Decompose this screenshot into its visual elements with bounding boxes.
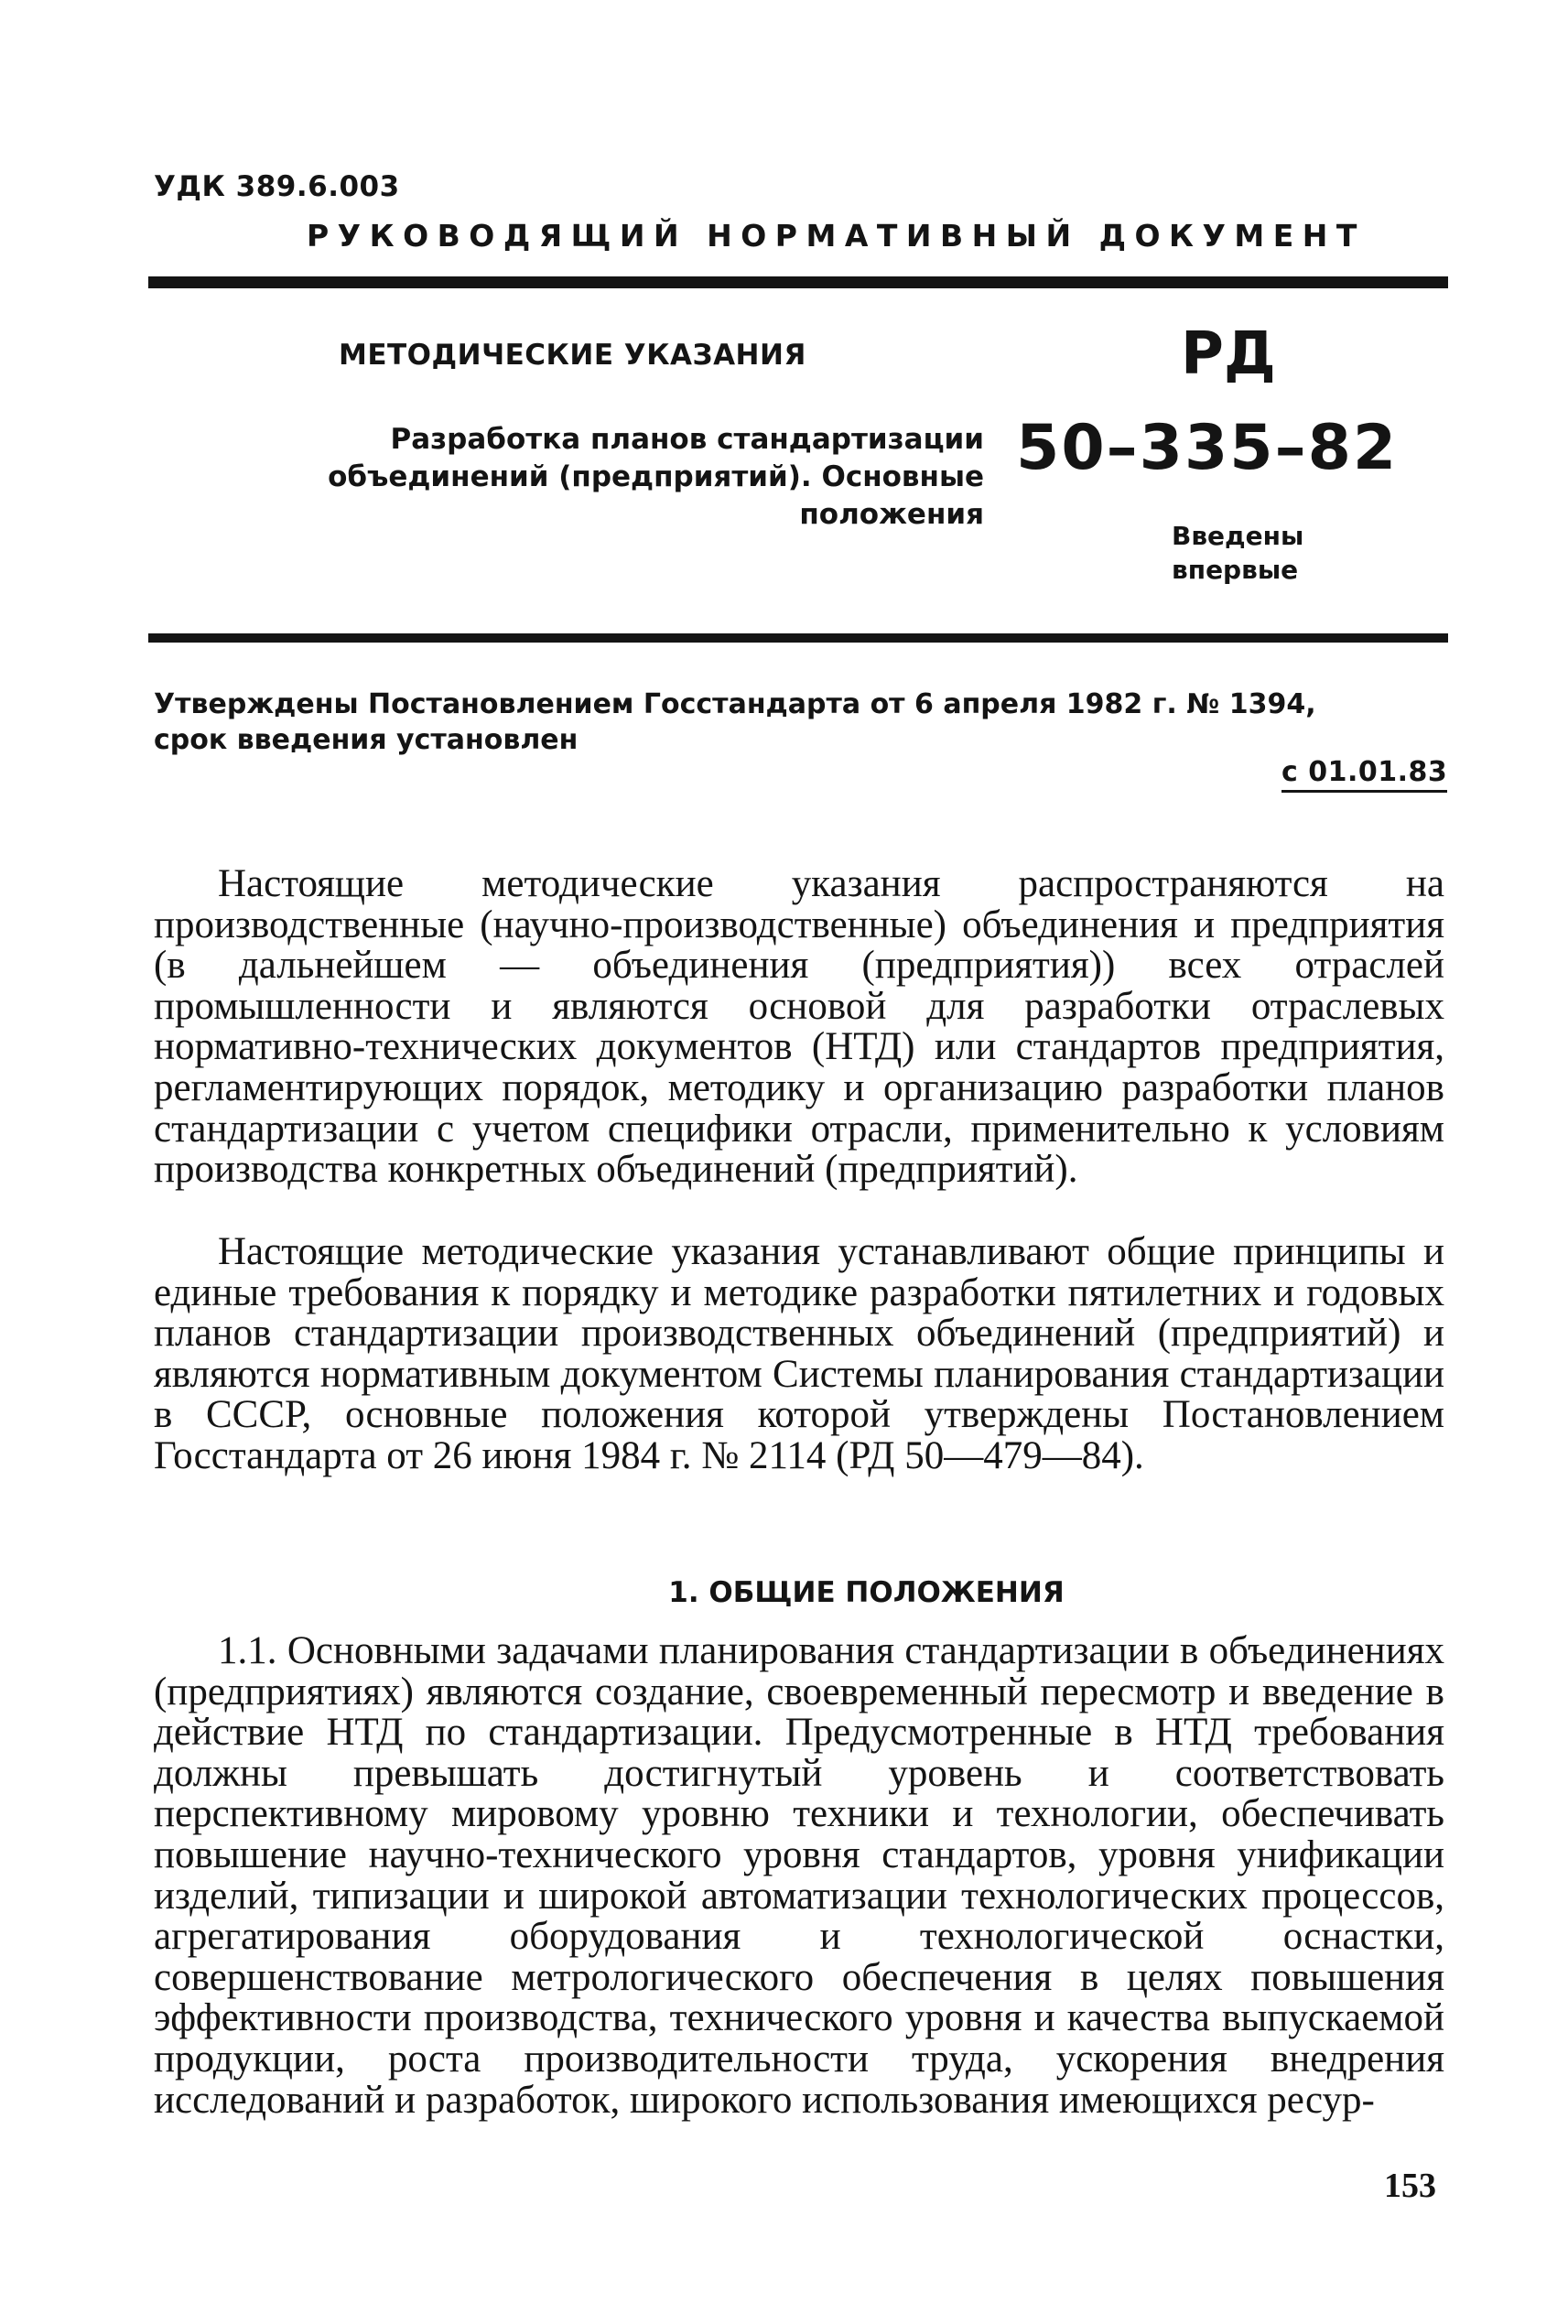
- effective-date: с 01.01.83: [1281, 756, 1447, 793]
- approval-line-2: срок введения установлен: [154, 724, 579, 756]
- approval-line-1: Утверждены Постановлением Госстандарта от 6 апреля 1982 г. № 1394,: [154, 688, 1316, 720]
- rd-prefix: РД: [1181, 320, 1276, 388]
- introduced-note-line-2: впервые: [1172, 555, 1299, 585]
- introduced-note-line-1: Введены: [1172, 521, 1304, 551]
- rd-number: 50–335–82: [1016, 412, 1399, 484]
- section-heading: 1. ОБЩИЕ ПОЛОЖЕНИЯ: [668, 1576, 1065, 1609]
- document-kind: МЕТОДИЧЕСКИЕ УКАЗАНИЯ: [339, 339, 806, 372]
- udk-code: УДК 389.6.003: [154, 170, 400, 203]
- top-thick-rule: [148, 276, 1448, 288]
- body-paragraph-1: Настоящие методические указания распространяются на производственные (научно-производственные) объединения и предприятия (в дальнейшем — объединения (предприятия)) всех отраслей промышленности и являются основой для разработки отраслевых нормативно-технических документов (НТД) или стандартов предприятия, регламентирующих порядок, методику и организацию разработки планов стандартизации с учетом специфики отрасли, применительно к условиям производства конкретных объединений (предприятий).: [154, 862, 1444, 1192]
- page-number: 153: [1384, 2167, 1436, 2205]
- document-title-line-2: объединений (предприятий). Основные положения: [328, 460, 984, 531]
- middle-thick-rule: [148, 633, 1448, 643]
- approval-statement: [154, 686, 1417, 758]
- body-paragraph-3: 1.1. Основными задачами планирования стандартизации в объединениях (предприятиях) являются создание, своевременный пересмотр и введение в действие НТД по стандартизации. Предусмотренные в НТД требования должны превышать достигнутый уровень и соответствовать перспективному мировому уровню техники и технологии, обеспечивать повышение научно-технического уровня стандартов, уровня унификации изделий, типизации и широкой автоматизации технологических процессов, агрегатирования оборудования и технологической оснастки, совершенствование метрологического обеспечения в целях повышения эффективности производства, технического уровня и качества выпускаемой продукции, роста производительности труда, ускорения внедрения исследований и разработок, широкого использования имеющихся ресур-: [154, 1629, 1444, 2122]
- document-title: [146, 421, 984, 534]
- body-paragraph-2: Настоящие методические указания устанавливают общие принципы и единые требования к порядку и методике разработки пятилетних и годовых планов стандартизации производственных объединений (предприятий) и являются нормативным документом Системы планирования стандартизации в СССР, основные положения которой утверждены Постановлением Госстандарта от 26 июня 1984 г. № 2114 (РД 50—479—84).: [154, 1230, 1444, 1477]
- document-title-line-1: Разработка планов стандартизации: [390, 423, 984, 456]
- document-type-banner: РУКОВОДЯЩИЙ НОРМАТИВНЫЙ ДОКУМЕНТ: [307, 218, 1366, 254]
- introduced-note: [1172, 519, 1303, 587]
